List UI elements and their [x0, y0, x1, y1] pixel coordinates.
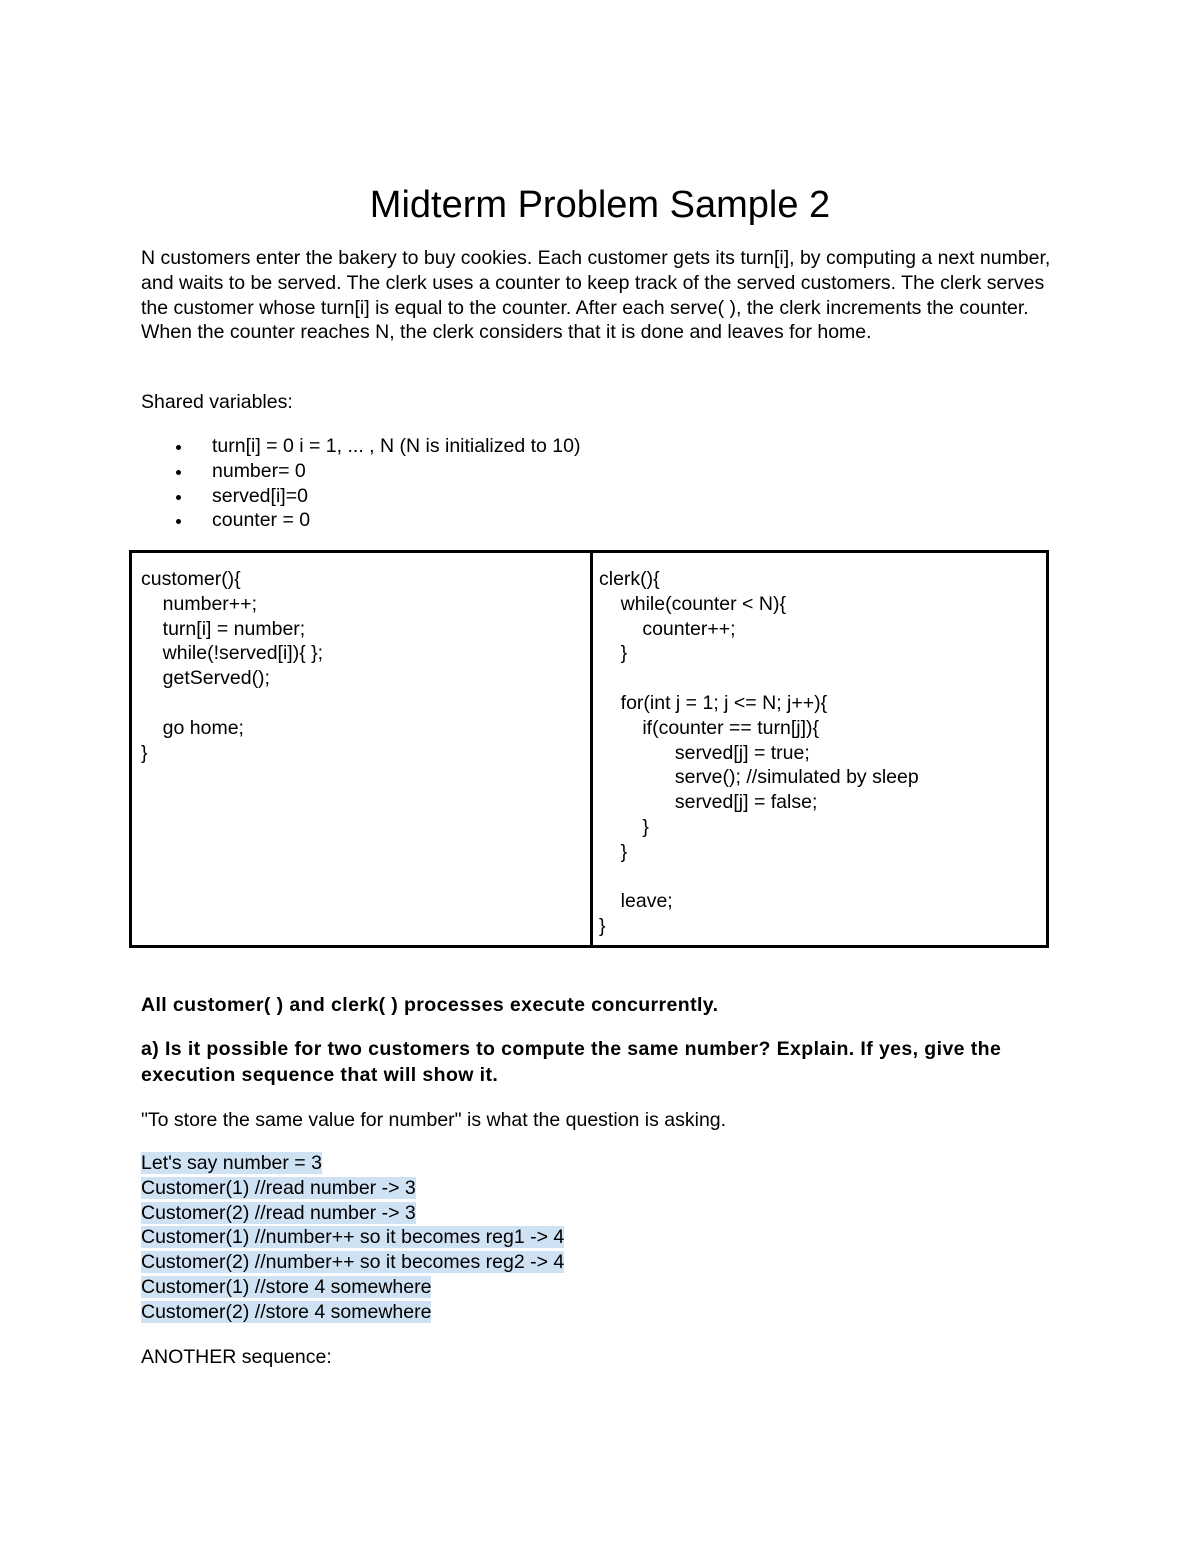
shared-var-text: served[i]=0: [212, 484, 308, 507]
concurrency-note: All customer( ) and clerk( ) processes execute concurrently.: [141, 994, 719, 1016]
list-item: [141, 508, 580, 533]
sequence-line: Customer(1) //store 4 somewhere: [141, 1275, 432, 1298]
execution-sequence: [141, 1151, 564, 1325]
sequence-line: Customer(2) //number++ so it becomes reg2 -> 4: [141, 1251, 565, 1274]
another-sequence-label: ANOTHER sequence:: [141, 1346, 332, 1368]
table-divider: [590, 553, 593, 945]
list-item: [141, 484, 580, 509]
customer-code: customer(){ number++; turn[i] = number; while(!served[i]){ }; getServed(); go home; }: [141, 568, 324, 764]
bullet-icon: [176, 445, 181, 450]
shared-var-text: number= 0: [212, 459, 306, 482]
shared-variables-list: [141, 434, 580, 533]
sequence-line: Let's say number = 3: [141, 1152, 322, 1174]
question-a: a) Is it possible for two customers to compute the same number? Explain. If yes, give the execution sequence that will show it.: [141, 1038, 1002, 1086]
list-item: [141, 434, 580, 459]
sequence-line: Customer(1) //read number -> 3: [141, 1176, 416, 1199]
code-table: [129, 550, 1049, 948]
bullet-icon: [176, 470, 181, 475]
shared-variables-label: Shared variables:: [141, 391, 293, 413]
bullet-icon: [176, 519, 181, 524]
problem-description: N customers enter the bakery to buy cookies. Each customer gets its turn[i], by computing a next number, and waits to be served. The clerk uses a counter to keep track of the served customers. The clerk serves the customer whose turn[i] is equal to the counter. After each serve( ), the clerk increments the counter. When the counter reaches N, the clerk considers that it is done and leaves for home.: [141, 247, 1051, 344]
bullet-icon: [176, 495, 181, 500]
shared-var-text: turn[i] = 0 i = 1, ... , N (N is initialized to 10): [212, 435, 581, 457]
answer-note: "To store the same value for number" is what the question is asking.: [141, 1109, 727, 1131]
page-title: Midterm Problem Sample 2: [369, 184, 831, 226]
sequence-line: Customer(2) //store 4 somewhere: [141, 1300, 432, 1323]
sequence-line: Customer(2) //read number -> 3: [141, 1201, 416, 1224]
clerk-code: clerk(){ while(counter < N){ counter++; } for(int j = 1; j <= N; j++){ if(counter == turn[j]){ served[j] = true; serve(); //simulated by sleep served[j] = false; } } leave; }: [599, 568, 919, 938]
shared-var-text: counter = 0: [212, 509, 311, 532]
sequence-line: Customer(1) //number++ so it becomes reg1 -> 4: [141, 1226, 565, 1249]
list-item: [141, 459, 580, 484]
